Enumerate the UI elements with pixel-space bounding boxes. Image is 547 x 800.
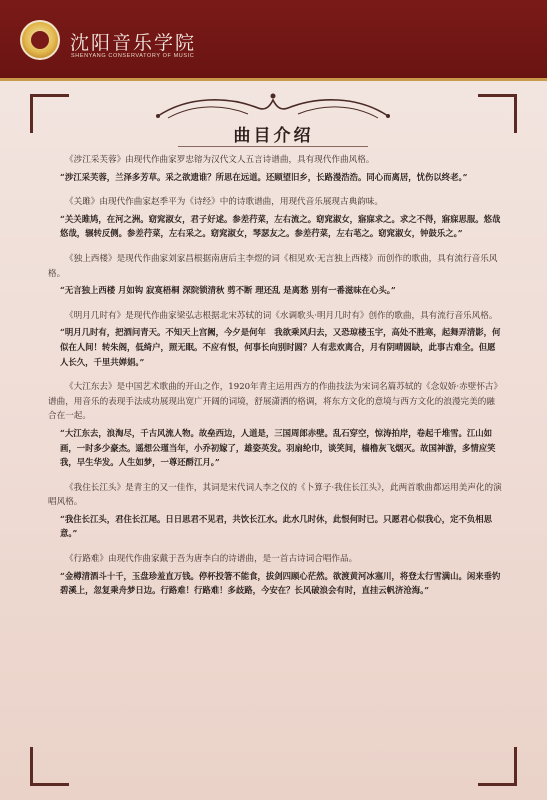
- song-section: [48, 309, 503, 369]
- song-section: [48, 195, 503, 241]
- song-section: [48, 552, 503, 598]
- header-divider: [0, 78, 547, 81]
- song-lyrics: “明月几时有，把酒问青天。不知天上宫阙，今夕是何年 我欲乘风归去，又恐琼楼玉宇，高处不胜寒，起舞弄清影，何似在人间！转朱阁，低绮户，照无眠。不应有恨，何事长向别时圆？人有悲欢离合，月有阴晴圆缺，此事古难全。但愿人长久，千里共婵娟。”: [60, 327, 501, 367]
- song-lyrics: “无言独上西楼 月如钩 寂寞梧桐 深院锁清秋 剪不断 理还乱 是离愁 别有一番滋味在心头。”: [60, 285, 396, 296]
- page-title: 曲目介绍: [233, 126, 314, 146]
- song-intro: 《明月几时有》是现代作曲家梁弘志根据北宋苏轼的词《水调歌头·明月几时有》创作的歌曲，具有流行音乐风格。: [65, 310, 498, 321]
- school-name: 沈阳音乐学院: [70, 32, 197, 54]
- program-notes: [48, 153, 503, 609]
- song-lyrics: “大江东去，浪淘尽，千古风流人物。故垒西边，人道是，三国周郎赤壁。乱石穿空，惊涛拍岸，卷起千堆雪。江山如画，一时多少豪杰。遥想公瑾当年，小乔初嫁了，雄姿英发。羽扇纶巾，谈笑间，樯橹灰飞烟灭。故国神游，多情应笑我，早生华发。人生如梦，一尊还酹江月。”: [60, 427, 496, 468]
- header-bar: [0, 0, 547, 78]
- song-intro: 《独上西楼》是现代作曲家刘家昌根据南唐后主李煜的词《相见欢·无言独上西楼》而创作的歌曲，具有流行音乐风格。: [48, 253, 498, 279]
- school-logo-icon: [20, 20, 60, 60]
- song-lyrics: “金樽清酒斗十千，玉盘珍羞直万钱。停杯投箸不能食，拔剑四顾心茫然。欲渡黄河冰塞川，将登太行雪满山。闲来垂钓碧溪上，忽复乘舟梦日边。行路难！行路难！多歧路，今安在？长风破浪会有时，直挂云帆济沧海。”: [60, 570, 501, 596]
- song-section: [48, 481, 503, 541]
- corner-ornament-icon: [478, 747, 517, 786]
- song-intro: 《行路难》由现代作曲家戴于吾为唐李白的诗谱曲，是一首古诗词合唱作品。: [65, 554, 358, 565]
- song-lyrics: “关关雎鸠，在河之洲。窈窕淑女，君子好逑。参差荇菜，左右流之。窈窕淑女，寤寐求之。求之不得，寤寐思服。悠哉悠哉，辗转反侧。参差荇菜，左右采之。窈窕淑女，琴瑟友之。参差荇菜，左右芼之。窈窕淑女，钟鼓乐之。”: [60, 213, 501, 239]
- school-name-english: SHENYANG CONSERVATORY OF MUSIC: [71, 53, 195, 59]
- song-section: [48, 153, 503, 184]
- title-underline: [178, 146, 368, 147]
- song-lyrics: “我住长江头，君住长江尾。日日思君不见君，共饮长江水。此水几时休，此恨何时已。只愿君心似我心，定不负相思意。”: [60, 513, 492, 539]
- song-intro: 《关雎》由现代作曲家赵季平为《诗经》中的诗歌谱曲，用现代音乐展现古典韵味。: [65, 197, 383, 208]
- song-intro: 《我住长江头》是青主的又一佳作，其词是宋代词人李之仪的《卜算子·我住长江头》，此两首歌曲都运用美声化的演唱风格。: [48, 482, 502, 508]
- song-intro: 《涉江采芙蓉》由现代作曲家罗忠镕为汉代文人五言诗谱曲，具有现代作曲风格。: [65, 155, 375, 165]
- song-section: [48, 252, 503, 298]
- song-section: [48, 380, 503, 470]
- song-intro: 《大江东去》是中国艺术歌曲的开山之作，1920年青主运用西方的作曲技法为宋词名篇苏轼的《念奴娇·赤壁怀古》谱曲，用音乐的表现手法成功展现出宽广开阔的词境，舒展潇洒的格调，将东方文化的意境与西方文化的浪漫完美的融合在一起。: [48, 382, 503, 422]
- corner-ornament-icon: [30, 747, 69, 786]
- song-lyrics: “涉江采芙蓉，兰泽多芳草。采之欲遗谁？所思在远道。还顾望旧乡，长路漫浩浩。同心而离居，忧伤以终老。”: [60, 171, 468, 182]
